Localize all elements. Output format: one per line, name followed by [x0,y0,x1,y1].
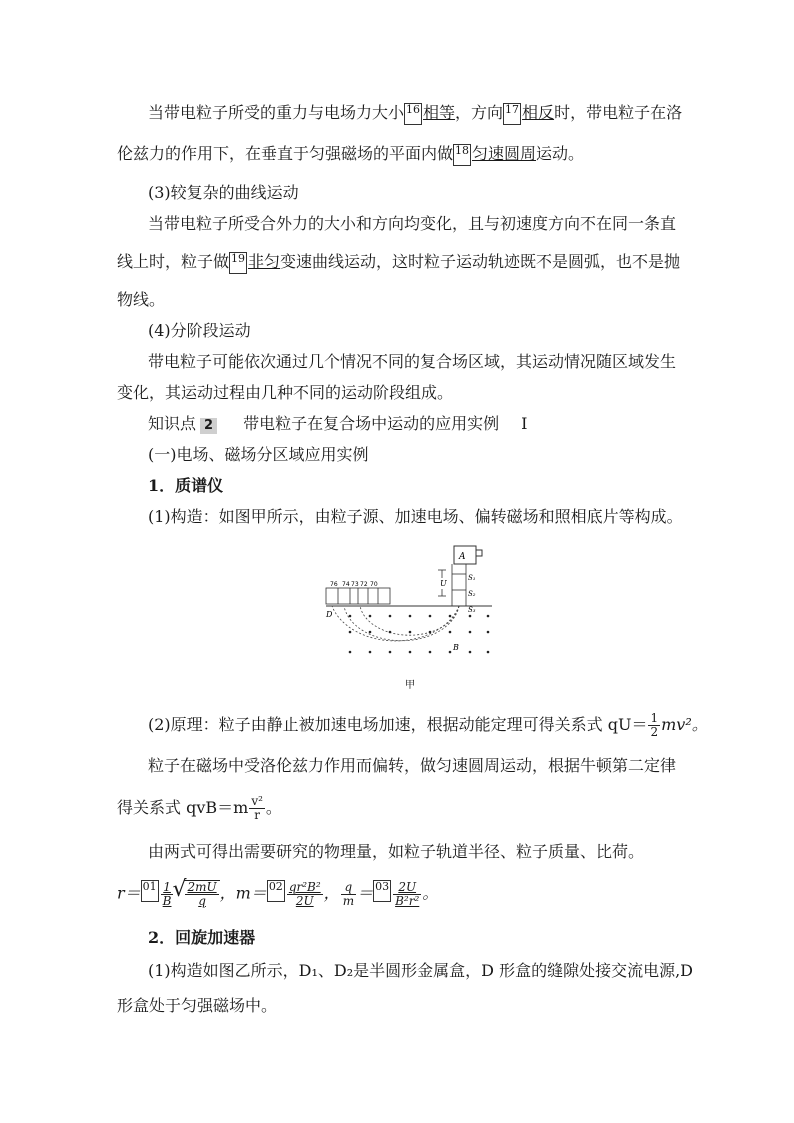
fraction [393,881,421,908]
frac-num: √ 2mU [187,880,217,894]
text: 变速曲线运动，这时粒子运动轨迹既不是圆弧，也不是抛 [280,252,681,271]
scale-label: 74 [342,581,350,588]
answer-fill: 相等 [423,103,456,122]
label-S2: S₂ [468,590,476,598]
answer-fill: 相反 [522,103,555,122]
frac-num: 1 [650,711,659,725]
knowledge-number-badge: 2 [200,418,217,434]
text: ，方向 [455,103,504,122]
scale-label: 76 [330,581,338,588]
frac-den: q [198,894,206,908]
frac-den: m [342,893,355,908]
text: 得关系式 qvB＝m [117,798,249,817]
frac-num: qr²B² [288,879,321,894]
text: 时，带电粒子在洛 [554,103,683,122]
trajectory-outer [332,606,459,641]
text: 运动。 [536,144,585,163]
subsection-heading: (一)电场、磁场分区域应用实例 [148,445,369,464]
knowledge-point-heading [148,414,527,434]
frac-den: B²r² [395,893,420,908]
label-B: B [453,643,459,652]
fraction [341,881,356,908]
knowledge-title: 带电粒子在复合场中运动的应用实例 [243,414,500,433]
sec3-line1: 当带电粒子所受合外力的大小和方向均变化，且与初速度方向不在同一条直 [148,214,677,233]
text: 。 [422,883,439,903]
item2-line2: 形盒处于匀强磁场中。 [117,996,278,1015]
text: ＝ [357,883,374,903]
scale-label: 70 [370,581,378,588]
frac-num: 2U [393,881,421,895]
principle-line [148,712,708,739]
text: 。 [265,798,282,817]
scale-label: 73 [351,581,359,588]
text: (2)原理：粒子由静止被加速电场加速，根据动能定理可得关系式 qU＝ [148,715,648,734]
mass-spectrometer-figure [322,544,494,690]
derived-quantities-line: 由两式可得出需要研究的物理量，如粒子轨道半径、粒子质量、比荷。 [148,842,645,861]
fraction [185,881,218,908]
frac-den: r [254,808,260,822]
label-S3: S₃ [468,606,476,614]
blank-number: 18 [453,144,471,166]
frac-num: v² [251,794,263,808]
blank-number: 17 [503,103,521,125]
trajectory-middle [344,606,459,641]
equations-line [117,880,438,908]
label-A: A [459,552,466,562]
frac-den: 2U [295,893,314,908]
para1-line1 [148,103,682,125]
item1-construct: (1)构造：如图甲所示，由粒子源、加速电场、偏转磁场和照相底片等构成。 [148,507,683,526]
source-tab [476,550,482,556]
item1-title: 1．质谱仪 [148,476,224,495]
blank-number: 16 [404,103,422,125]
label-U: U [440,579,447,588]
sec4-line2: 变化，其运动过程由几种不同的运动阶段组成。 [117,383,454,402]
text: 当带电粒子所受的重力与电场力大小 [148,103,405,122]
item2-title: 2．回旋加速器 [148,928,256,947]
sec3-heading: (3)较复杂的曲线运动 [148,183,299,202]
sqrt [184,880,219,908]
text: 线上时，粒子做 [117,252,230,271]
answer-fill: 非匀 [248,252,281,271]
label-D: D [326,610,333,619]
sec4-heading: (4)分阶段运动 [148,321,251,340]
blank-number: 03 [373,880,391,902]
fraction [287,881,323,908]
blank-number: 19 [229,252,247,274]
label-S1: S₁ [468,574,476,582]
sec4-line1: 带电粒子可能依次通过几个情况不同的复合场区域，其运动情况随区域发生 [148,352,677,371]
frac-num: 1 [161,881,174,895]
item2-line1: (1)构造如图乙所示，D₁、D₂是半圆形金属盒，D 形盒的缝隙处接交流电源,D [148,961,693,980]
sec3-line3: 物线。 [117,290,166,309]
knowledge-level: Ⅰ [521,414,528,433]
principle-line3 [117,795,282,822]
answer-fill: 匀速圆周 [472,144,537,163]
sec3-line2 [117,252,680,274]
fraction-half [648,712,660,739]
blank-number: 02 [267,880,285,902]
text: 伦兹力的作用下，在垂直于匀强磁场的平面内做 [117,144,454,163]
text: ，m＝ [219,883,267,903]
frac-den: 2 [650,725,659,739]
frac-num: q [341,881,356,895]
para1-line2 [117,144,584,166]
principle-line2: 粒子在磁场中受洛伦兹力作用而偏转，做匀速圆周运动，根据牛顿第二定律 [148,756,677,775]
blank-number: 01 [141,880,159,902]
scale-label: 72 [360,581,368,588]
text: mv²。 [661,715,708,734]
text: r＝ [117,883,141,903]
text: 知识点 [148,414,197,433]
figure-caption: 甲 [405,680,415,690]
frac-den: B [162,893,172,908]
text: ， [323,883,340,903]
fraction-v2-r [249,795,265,822]
